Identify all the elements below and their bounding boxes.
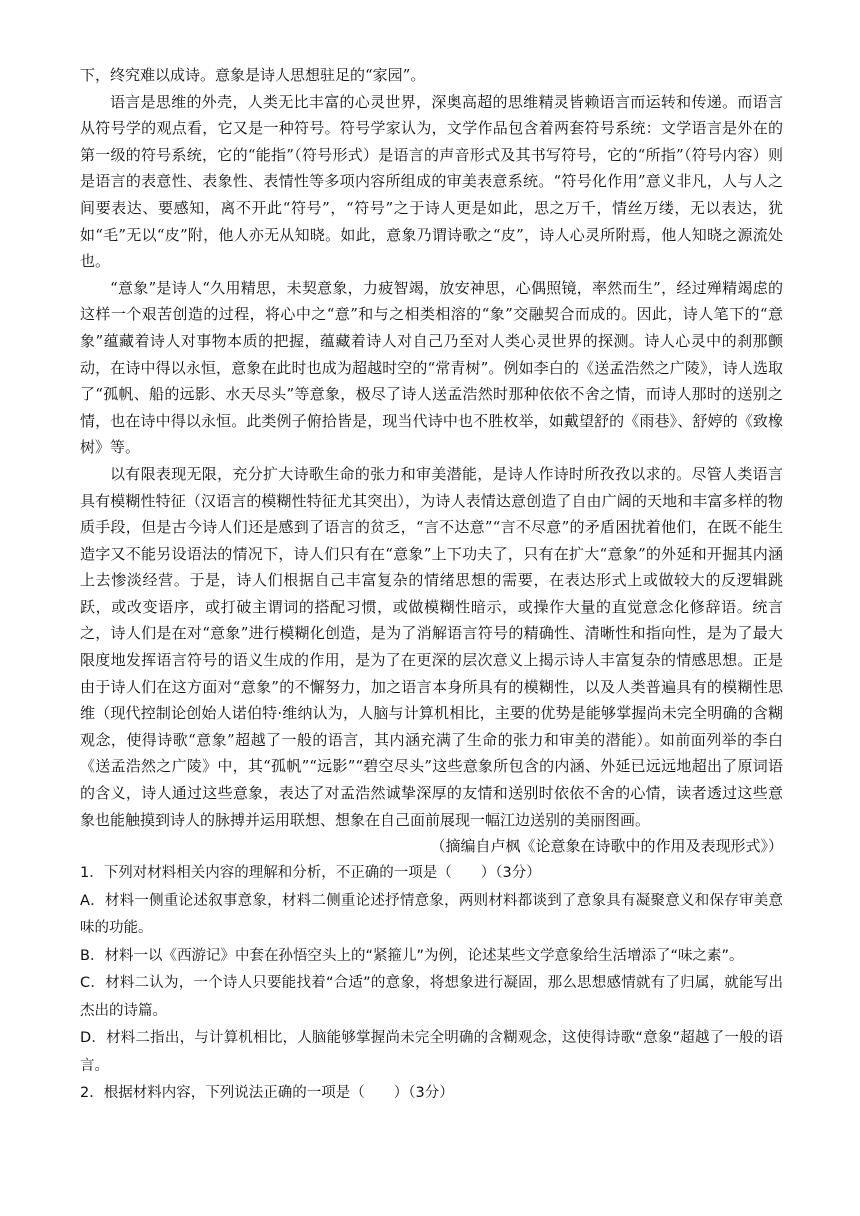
passage-paragraph-1: 语言是思维的外壳，人类无比丰富的心灵世界，深奥高超的思维精灵皆赖语言而运转和传递。而语言从符号学的观点看，它又是一种符号。符号学家认为，文学作品包含着两套符号系统：文学语言是外在的第一级的符号系统，它的“能指”（符号形式）是语言的声音形式及其书写符号，它的“所指”（符号内容）则是语言的表意性、表象性、表情性等多项内容所组成的审美表意系统。“符号化作用”意义非凡，人与人之间要表达、要感知，离不开此“符号”，“符号”之于诗人更是如此，思之万千，情丝万缕，无以表达，犹如“毛”无以“皮”附，他人亦无从知晓。如此，意象乃谓诗歌之“皮”，诗人心灵所附焉，他人知晓之源流处也。 bbox=[80, 92, 783, 271]
passage-paragraph-2: “意象”是诗人“久用精思，未契意象，力疲智竭，放安神思，心偶照镜，率然而生”，经过殚精竭虑的这样一个艰苦创造的过程，将心中之“意”和与之相类相溶的“象”交融契合而成的。因此，诗人笔下的“意象”蕴藏着诗人对事物本质的把握，蕴藏着诗人对自己乃至对人类心灵世界的探测。诗人心灵中的刹那颤动，在诗中得以永恒，意象在此时也成为超越时空的“常青树”。例如李白的《送孟浩然之广陵》，诗人选取了“孤帆、船的远影、水天尽头”等意象，极尽了诗人送孟浩然时那种依依不舍之情，而诗人那时的送别之情，也在诗中得以永恒。此类例子俯拾皆是，现当代诗中也不胜枚举，如戴望舒的《雨巷》、舒婷的《致橡树》等。 bbox=[80, 278, 783, 457]
document-page bbox=[80, 62, 783, 1108]
question-1-stem: 1．下列对材料相关内容的理解和分析，不正确的一项是（ ）（3分） bbox=[80, 865, 541, 882]
question-1-option-d: D．材料二指出，与计算机相比，人脑能够掌握尚未完全明确的含糊观念，这使得诗歌“意象”超越了一般的语言。 bbox=[80, 1030, 783, 1074]
question-1-option-b: B．材料一以《西游记》中套在孙悟空头上的“紧箍儿”为例，论述某些文学意象给生活增添了“味之素”。 bbox=[80, 947, 744, 964]
passage-paragraph-3: 以有限表现无限，充分扩大诗歌生命的张力和审美潜能，是诗人作诗时所孜孜以求的。尽管人类语言具有模糊性特征（汉语言的模糊性特征尤其突出），为诗人表情达意创造了自由广阔的天地和丰富多样的物质手段，但是古今诗人们还是感到了语言的贫乏，“言不达意”“言不尽意”的矛盾困扰着他们，在既不能生造字又不能另设语法的情况下，诗人们只有在“意象”上下功夫了，只有在扩大“意象”的外延和开掘其内涵上去惨淡经营。于是，诗人们根据自己丰富复杂的情绪思想的需要，在表达形式上或做较大的反逻辑跳跃，或改变语序，或打破主谓词的搭配习惯，或做模糊性暗示，或操作大量的直觉意念化修辞语。统言之，诗人们是在对“意象”进行模糊化创造，是为了消解语言符号的精确性、清晰性和指向性，是为了最大限度地发挥语言符号的语义生成的作用，是为了在更深的层次意义上揭示诗人丰富复杂的情感思想。正是由于诗人们在这方面对“意象”的不懈努力，加之语言本身所具有的模糊性，以及人类普遍具有的模糊性思维（现代控制论创始人诺伯特·维纳认为，人脑与计算机相比，主要的优势是能够掌握尚未完全明确的含糊观念，使得诗歌“意象”超越了一般的语言，其内涵充满了生命的张力和审美的潜能）。如前面列举的李白《送孟浩然之广陵》中，其“孤帆”“远影”“碧空尽头”这些意象所包含的内涵、外延已远远地超出了原词语的含义，诗人通过这些意象，表达了对孟浩然诚挚深厚的友情和送别时依依不舍的心情，读者透过这些意象也能触摸到诗人的脉搏并运用联想、想象在自己面前展现一幅江边送别的美丽图画。 bbox=[80, 464, 783, 829]
question-1-option-a: A．材料一侧重论述叙事意象，材料二侧重论述抒情意象，两则材料都谈到了意象具有凝聚意义和保存审美意味的功能。 bbox=[80, 892, 783, 937]
question-2-stem: 2．根据材料内容，下列说法正确的一项是（ ）（3分） bbox=[80, 1085, 454, 1102]
passage-line-top: 下，终究难以成诗。意象是诗人思想驻足的“家园”。 bbox=[80, 66, 426, 84]
passage-source: （摘编自卢枫《论意象在诗歌中的作用及表现形式》） bbox=[430, 837, 783, 856]
question-1-option-c: C．材料二认为，一个诗人只要能找着“合适”的意象，将想象进行凝固，那么思想感情就有了归属，就能写出杰出的诗篇。 bbox=[80, 975, 783, 1019]
